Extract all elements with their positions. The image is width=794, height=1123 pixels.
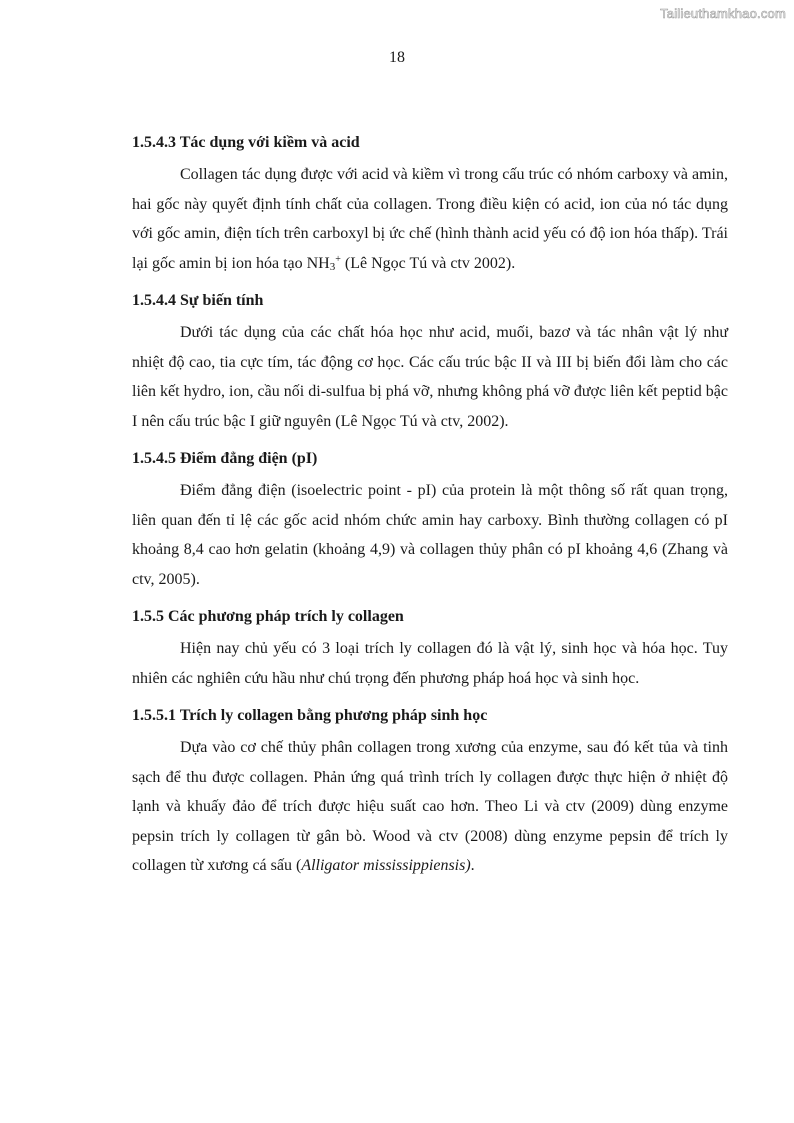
page-number: 18 (389, 49, 405, 66)
paragraph-end: . (470, 857, 475, 874)
superscript-plus: + (335, 253, 341, 265)
paragraph-biological-extraction (132, 733, 728, 881)
subscript-3: 3 (329, 260, 336, 273)
paragraph-isoelectric-point: Điểm đẳng điện (isoelectric point - pI) của protein là một thông số rất quan trọng, liên quan đến tỉ lệ các gốc acid nhóm chức amin hay carboxy. Bình thường collagen có pI khoảng 8,4 cao hơn gelatin (khoảng 4,9) và collagen thủy phân có pI khoảng 4,6 (Zhang và ctv, 2005). (132, 482, 728, 588)
citation-text: (Lê Ngọc Tú và ctv 2002). (340, 254, 516, 272)
paragraph-text: Dựa vào cơ chế thủy phân collagen trong xương của enzyme, sau đó kết tủa và tinh sạch để thu được collagen. Phản ứng quá trình trích ly collagen được thực hiện ở nhiệt độ lạnh và khuấy đảo để trích được hiệu suất cao hơn. Theo Li và ctv (2009) dùng enzyme pepsin trích ly collagen từ gân bò. Wood và ctv (2008) dùng enzyme pepsin để trích ly collagen từ xương cá sấu ( (132, 739, 728, 874)
species-name-italic: Alligator mississippiensis) (301, 857, 471, 874)
section-heading-1-5-4-3: 1.5.4.3 Tác dụng với kiềm và acid (132, 134, 360, 151)
paragraph-extraction-methods: Hiện nay chủ yếu có 3 loại trích ly collagen đó là vật lý, sinh học và hóa học. Tuy nhiên các nghiên cứu hầu như chú trọng đến phương pháp hoá học và sinh học. (132, 640, 728, 687)
paragraph-denaturation: Dưới tác dụng của các chất hóa học như acid, muối, bazơ và tác nhân vật lý như nhiệt độ cao, tia cực tím, tác động cơ học. Các cấu trúc bậc II và III bị biến đổi làm cho các liên kết hydro, ion, cầu nối di-sulfua bị phá vỡ, nhưng không phá vỡ được liên kết peptid bậc I nên cấu trúc bậc I giữ nguyên (Lê Ngọc Tú và ctv, 2002). (132, 324, 728, 430)
paragraph-text: Collagen tác dụng được với acid và kiềm vì trong cấu trúc có nhóm carboxy và amin, hai gốc này quyết định tính chất của collagen. Trong điều kiện có acid, ion của nó tác dụng với gốc amin, điện tích trên carboxyl bị ức chế (hình thành acid yếu có độ ion hóa thấp). Trái lại gốc amin bị ion hóa tạo NH (132, 166, 728, 272)
section-heading-1-5-5: 1.5.5 Các phương pháp trích ly collagen (132, 608, 404, 625)
section-heading-1-5-5-1: 1.5.5.1 Trích ly collagen bằng phương pháp sinh học (132, 707, 488, 724)
watermark-text: Tailieuthamkhao.com (660, 6, 786, 21)
section-heading-1-5-4-5: 1.5.4.5 Điểm đẳng điện (pI) (132, 450, 318, 467)
section-heading-1-5-4-4: 1.5.4.4 Sự biến tính (132, 292, 264, 309)
paragraph-alkali-acid (132, 160, 728, 278)
document-body (132, 126, 728, 887)
